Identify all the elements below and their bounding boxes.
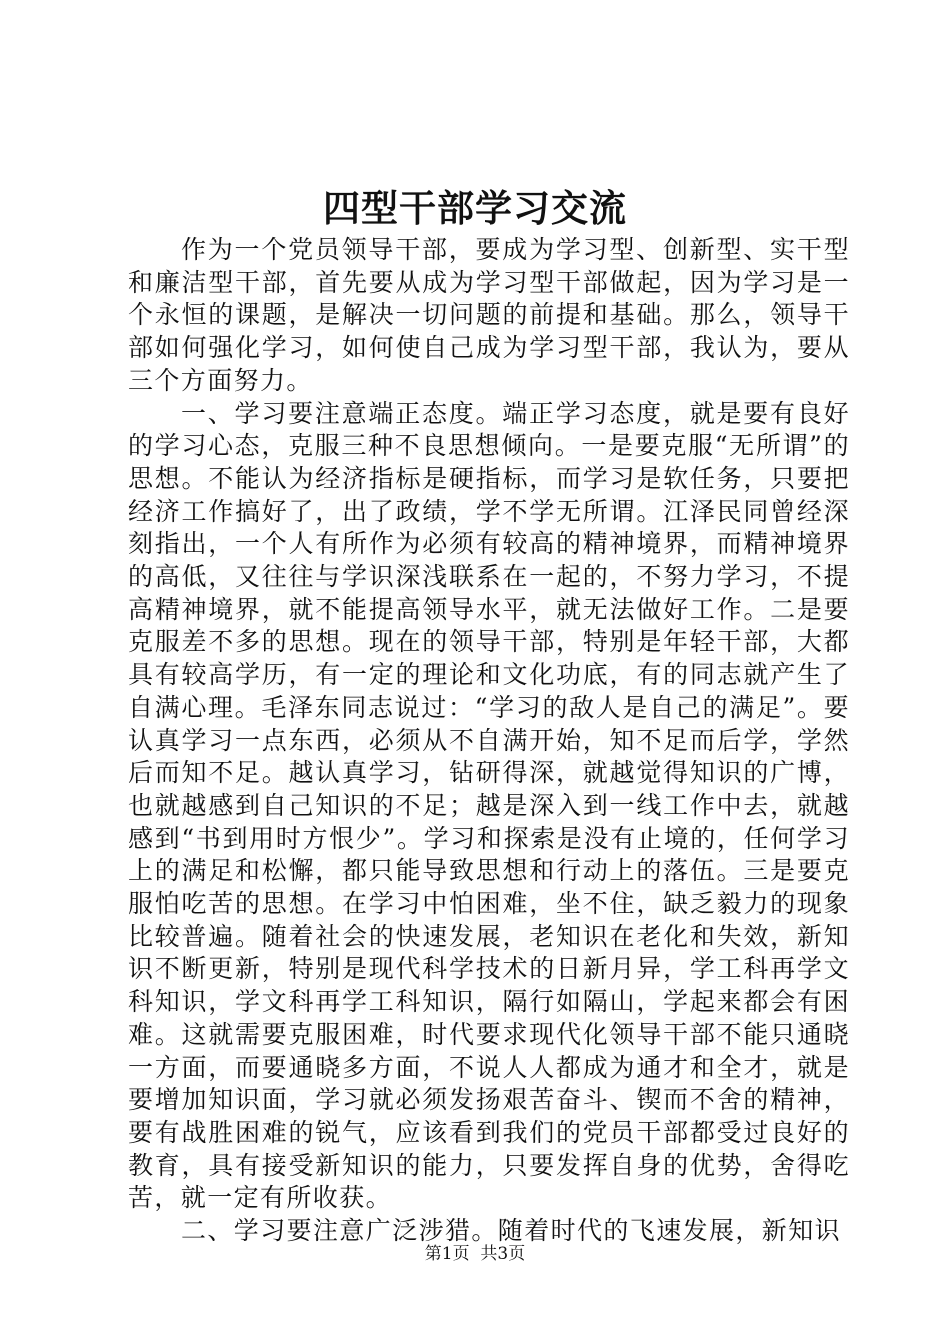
paragraph-section-two: 二、学习要注意广泛涉猎。随着时代的飞速发展，新知识 [181, 1216, 842, 1246]
paragraph-intro: 作为一个党员领导干部，要成为学习型、创新型、实干型和廉洁型干部，首先要从成为学习型干部做起，因为学习是一个永恒的课题，是解决一切问题的前提和基础。那么，领导干部如何强化学习，如何使自己成为学习型干部，我认为，要从三个方面努力。 [128, 235, 850, 395]
document-title: 四型干部学习交流 [323, 186, 627, 230]
paragraph-section-one: 一、学习要注意端正态度。端正学习态度，就是要有良好的学习心态，克服三种不良思想倾向。一是要克服“无所谓”的思想。不能认为经济指标是硬指标，而学习是软任务，只要把经济工作搞好了，出了政绩，学不学无所谓。江泽民同曾经深刻指出，一个人有所作为必须有较高的精神境界，而精神境界的高低，又往往与学识深浅联系在一起的，不努力学习，不提高精神境界，就不能提高领导水平，就无法做好工作。二是要克服差不多的思想。现在的领导干部，特别是年轻干部，大都具有较高学历，有一定的理论和文化功底，有的同志就产生了自满心理。毛泽东同志说过：“学习的敌人是自己的满足”。要认真学习一点东西，必须从不自满开始，知不足而后学，学然后而知不足。越认真学习，钻研得深，就越觉得知识的广博，也就越感到自己知识的不足；越是深入到一线工作中去，就越感到“书到用时方恨少”。学习和探索是没有止境的，任何学习上的满足和松懈，都只能导致思想和行动上的落伍。三是要克服怕吃苦的思想。在学习中怕困难，坐不住，缺乏毅力的现象比较普遍。随着社会的快速发展，老知识在老化和失效，新知识不断更新，特别是现代科学技术的日新月异，学工科再学文科知识，学文科再学工科知识，隔行如隔山，学起来都会有困难。这就需要克服困难，时代要求现代化领导干部不能只通晓一方面，而要通晓多方面，不说人人都成为通才和全才，就是要增加知识面，学习就必须发扬艰苦奋斗、锲而不舍的精神，要有战胜困难的锐气，应该看到我们的党员干部都受过良好的教育，具有接受新知识的能力，只要发挥自身的优势，舍得吃苦，就一定有所收获。 [128, 398, 850, 1213]
document-body [128, 234, 850, 1248]
page-total: 共3页 [480, 1244, 526, 1264]
page-number: 第1页 [424, 1244, 470, 1264]
page-footer [0, 1243, 950, 1265]
